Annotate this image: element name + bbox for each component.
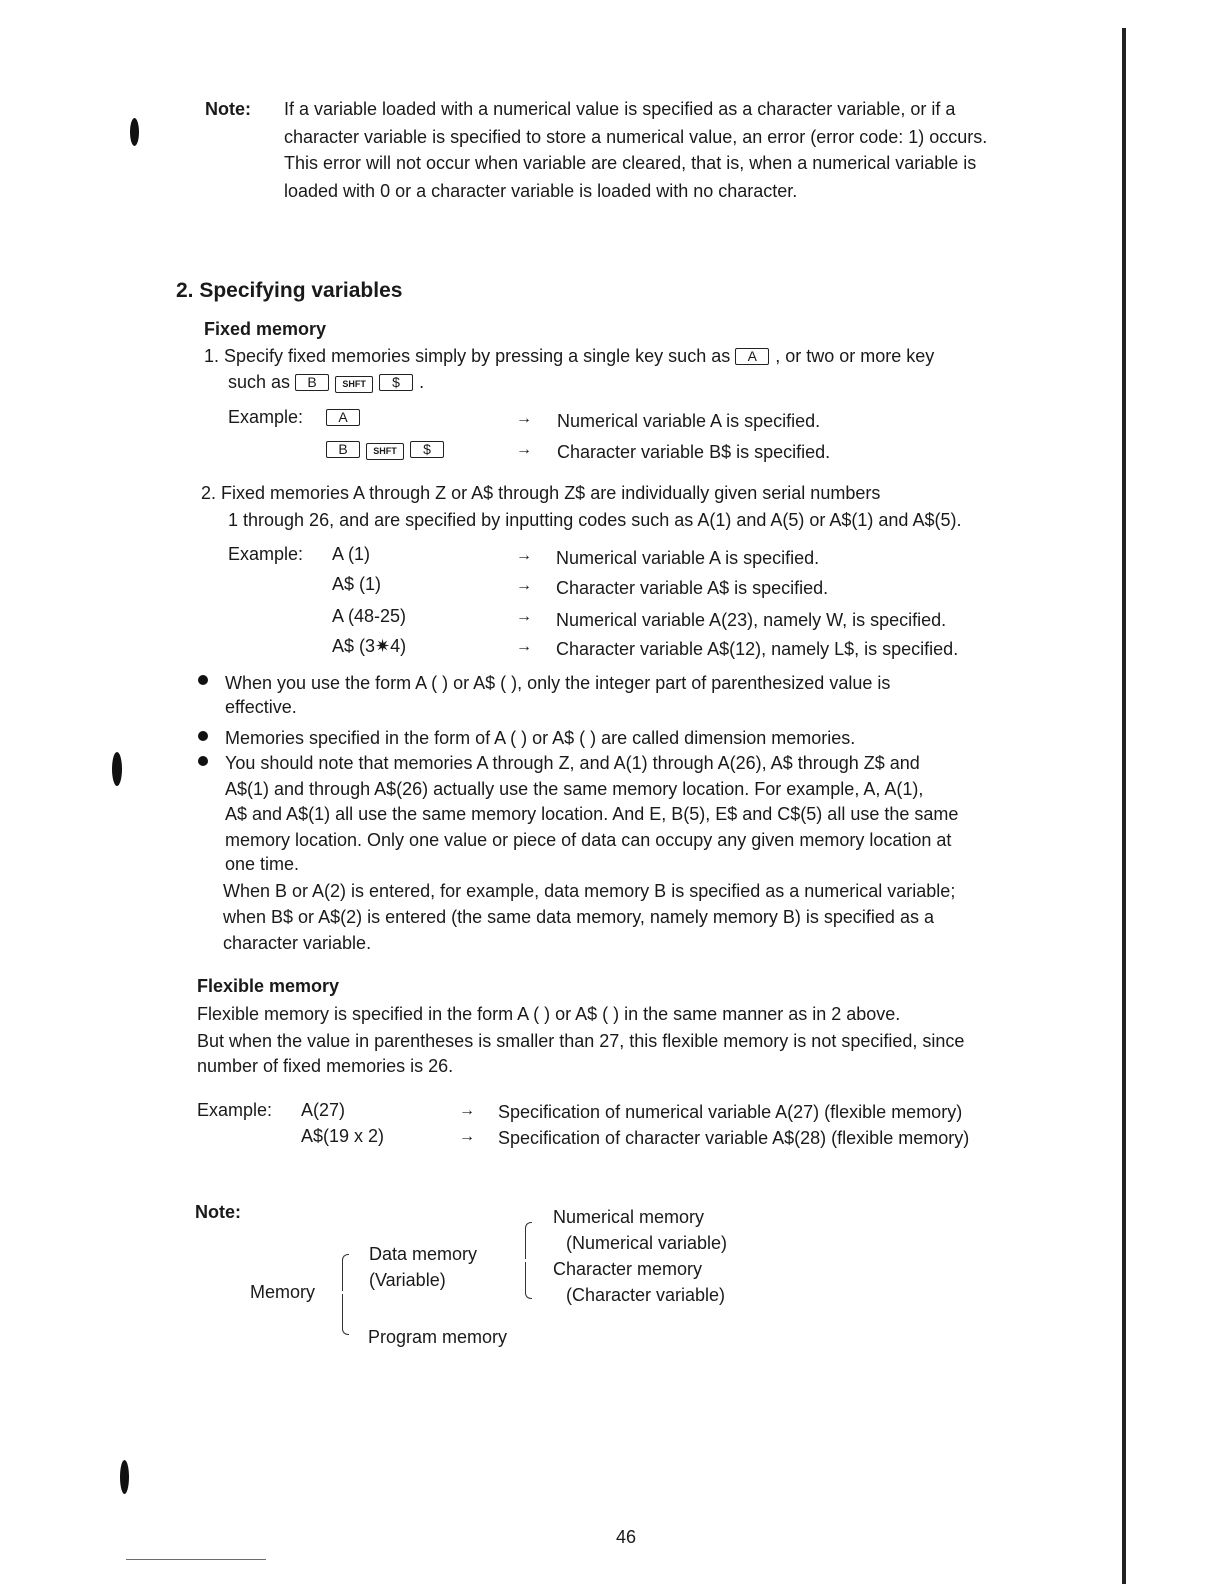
binding-mark-middle [112, 752, 122, 786]
key-dollar: $ [379, 374, 413, 391]
tree-data-memory: Data memory [369, 1244, 478, 1264]
item1-example-label: Example: [228, 407, 304, 427]
page-edge-shadow [1122, 28, 1126, 1584]
note1-line-2: character variable is specified to store a numerical value, an error (error code: 1) occurs. [284, 127, 988, 147]
left-brace-lower [342, 1294, 349, 1335]
item2-example-1-code: A (1) [332, 544, 371, 564]
arrow-icon: → [516, 410, 532, 427]
key-b: B [326, 441, 360, 458]
item1-example-1-keys [326, 404, 366, 430]
note1-label: Note: [205, 99, 251, 119]
flexible-line-3: number of fixed memories is 26. [197, 1056, 454, 1076]
binding-mark-top [130, 118, 139, 146]
item1-example-1-result: Numerical variable A is specified. [557, 411, 821, 431]
tree-data-memory-sub: (Variable) [369, 1270, 446, 1290]
arrow-icon: → [459, 1128, 475, 1145]
key-shft: SHFT [366, 443, 404, 460]
flexible-example-2-result: Specification of character variable A$(28) (flexible memory) [498, 1128, 970, 1148]
section-title: 2. Specifying variables [176, 279, 403, 302]
tree-root-memory: Memory [250, 1282, 316, 1302]
key-dollar: $ [410, 441, 444, 458]
page-number: 46 [616, 1527, 637, 1547]
flexible-line-1: Flexible memory is specified in the form A ( ) or A$ ( ) in the same manner as in 2 above. [197, 1004, 901, 1024]
bullet3-line-1: You should note that memories A through Z, and A(1) through A(26), A$ through Z$ and [225, 753, 920, 773]
tree-program-memory: Program memory [368, 1327, 508, 1347]
bullet3-line-5: one time. [225, 854, 300, 874]
tree-character-memory: Character memory [553, 1259, 703, 1279]
note2-label: Note: [195, 1202, 241, 1222]
item2-example-4-result: Character variable A$(12), namely L$, is specified. [556, 639, 959, 659]
arrow-icon: → [516, 638, 532, 655]
item2-example-3-code: A (48-25) [332, 606, 407, 626]
bullet3-line-8: character variable. [223, 933, 372, 953]
item1-line2-post: . [419, 372, 425, 392]
item1-line-2 [228, 369, 424, 395]
left-brace-upper [342, 1254, 349, 1291]
item2-example-2-result: Character variable A$ is specified. [556, 578, 829, 598]
tree-numerical-variable: (Numerical variable) [566, 1233, 728, 1253]
item2-example-4-code: A$ (3✷4) [332, 636, 407, 656]
item1-example-2-keys [326, 436, 450, 462]
bullet3-line-2: A$(1) and through A$(26) actually use the same memory location. For example, A, A(1), [225, 779, 924, 799]
bullet-icon [198, 675, 208, 685]
bullet-icon [198, 756, 208, 766]
bullet-icon [198, 731, 208, 741]
bullet1-line-1: When you use the form A ( ) or A$ ( ), only the integer part of parenthesized value is [225, 673, 891, 693]
key-b: B [295, 374, 329, 391]
item2-example-3-result: Numerical variable A(23), namely W, is specified. [556, 610, 947, 630]
arrow-icon: → [459, 1102, 475, 1119]
key-shft: SHFT [335, 376, 373, 393]
note1-line-1: If a variable loaded with a numerical value is specified as a character variable, or if a [284, 99, 956, 119]
arrow-icon: → [516, 577, 532, 594]
flexible-example-2-code: A$(19 x 2) [301, 1126, 385, 1146]
item1-line1-post: , or two or more key [775, 346, 935, 366]
flexible-example-label: Example: [197, 1100, 273, 1120]
note1-line-3: This error will not occur when variable are cleared, that is, when a numerical variable is [284, 153, 977, 173]
item2-line-2: 1 through 26, and are specified by inputting codes such as A(1) and A(5) or A$(1) and A$(5). [228, 510, 962, 530]
arrow-icon: → [516, 547, 532, 564]
binding-mark-bottom [120, 1460, 129, 1494]
item2-example-2-code: A$ (1) [332, 574, 382, 594]
fixed-memory-heading: Fixed memory [204, 319, 327, 339]
arrow-icon: → [516, 441, 532, 458]
item1-example-2-result: Character variable B$ is specified. [557, 442, 831, 462]
arrow-icon: → [516, 608, 532, 625]
bullet3-line-7: when B$ or A$(2) is entered (the same data memory, namely memory B) is specified as a [223, 907, 934, 927]
right-brace-upper [525, 1222, 532, 1259]
tree-numerical-memory: Numerical memory [553, 1207, 705, 1227]
bullet1-line-2: effective. [225, 697, 297, 717]
note1-line-4: loaded with 0 or a character variable is loaded with no character. [284, 181, 798, 201]
bullet3-line-3: A$ and A$(1) all use the same memory location. And E, B(5), E$ and C$(5) all use the same [225, 804, 959, 824]
flexible-line-2: But when the value in parentheses is smaller than 27, this flexible memory is not specified, since [197, 1031, 965, 1051]
item2-line-1: 2. Fixed memories A through Z or A$ through Z$ are individually given serial numbers [201, 483, 881, 503]
right-brace-lower [525, 1262, 532, 1299]
flexible-example-1-code: A(27) [301, 1100, 346, 1120]
item2-example-label: Example: [228, 544, 304, 564]
tree-character-variable: (Character variable) [566, 1285, 726, 1305]
footer-rule [126, 1559, 266, 1560]
key-a: A [735, 348, 769, 365]
flexible-memory-heading: Flexible memory [197, 976, 340, 996]
bullet2-line-1: Memories specified in the form of A ( ) or A$ ( ) are called dimension memories. [225, 728, 856, 748]
bullet3-line-4: memory location. Only one value or piece of data can occupy any given memory location at [225, 830, 952, 850]
item1-line2-pre: such as [228, 372, 291, 392]
item1-line1-pre: 1. Specify fixed memories simply by pressing a single key such as [204, 346, 731, 366]
item2-example-1-result: Numerical variable A is specified. [556, 548, 820, 568]
item1-line-1 [204, 343, 934, 369]
flexible-example-1-result: Specification of numerical variable A(27) (flexible memory) [498, 1102, 963, 1122]
bullet3-line-6: When B or A(2) is entered, for example, data memory B is specified as a numerical variable; [223, 881, 956, 901]
key-a: A [326, 409, 360, 426]
